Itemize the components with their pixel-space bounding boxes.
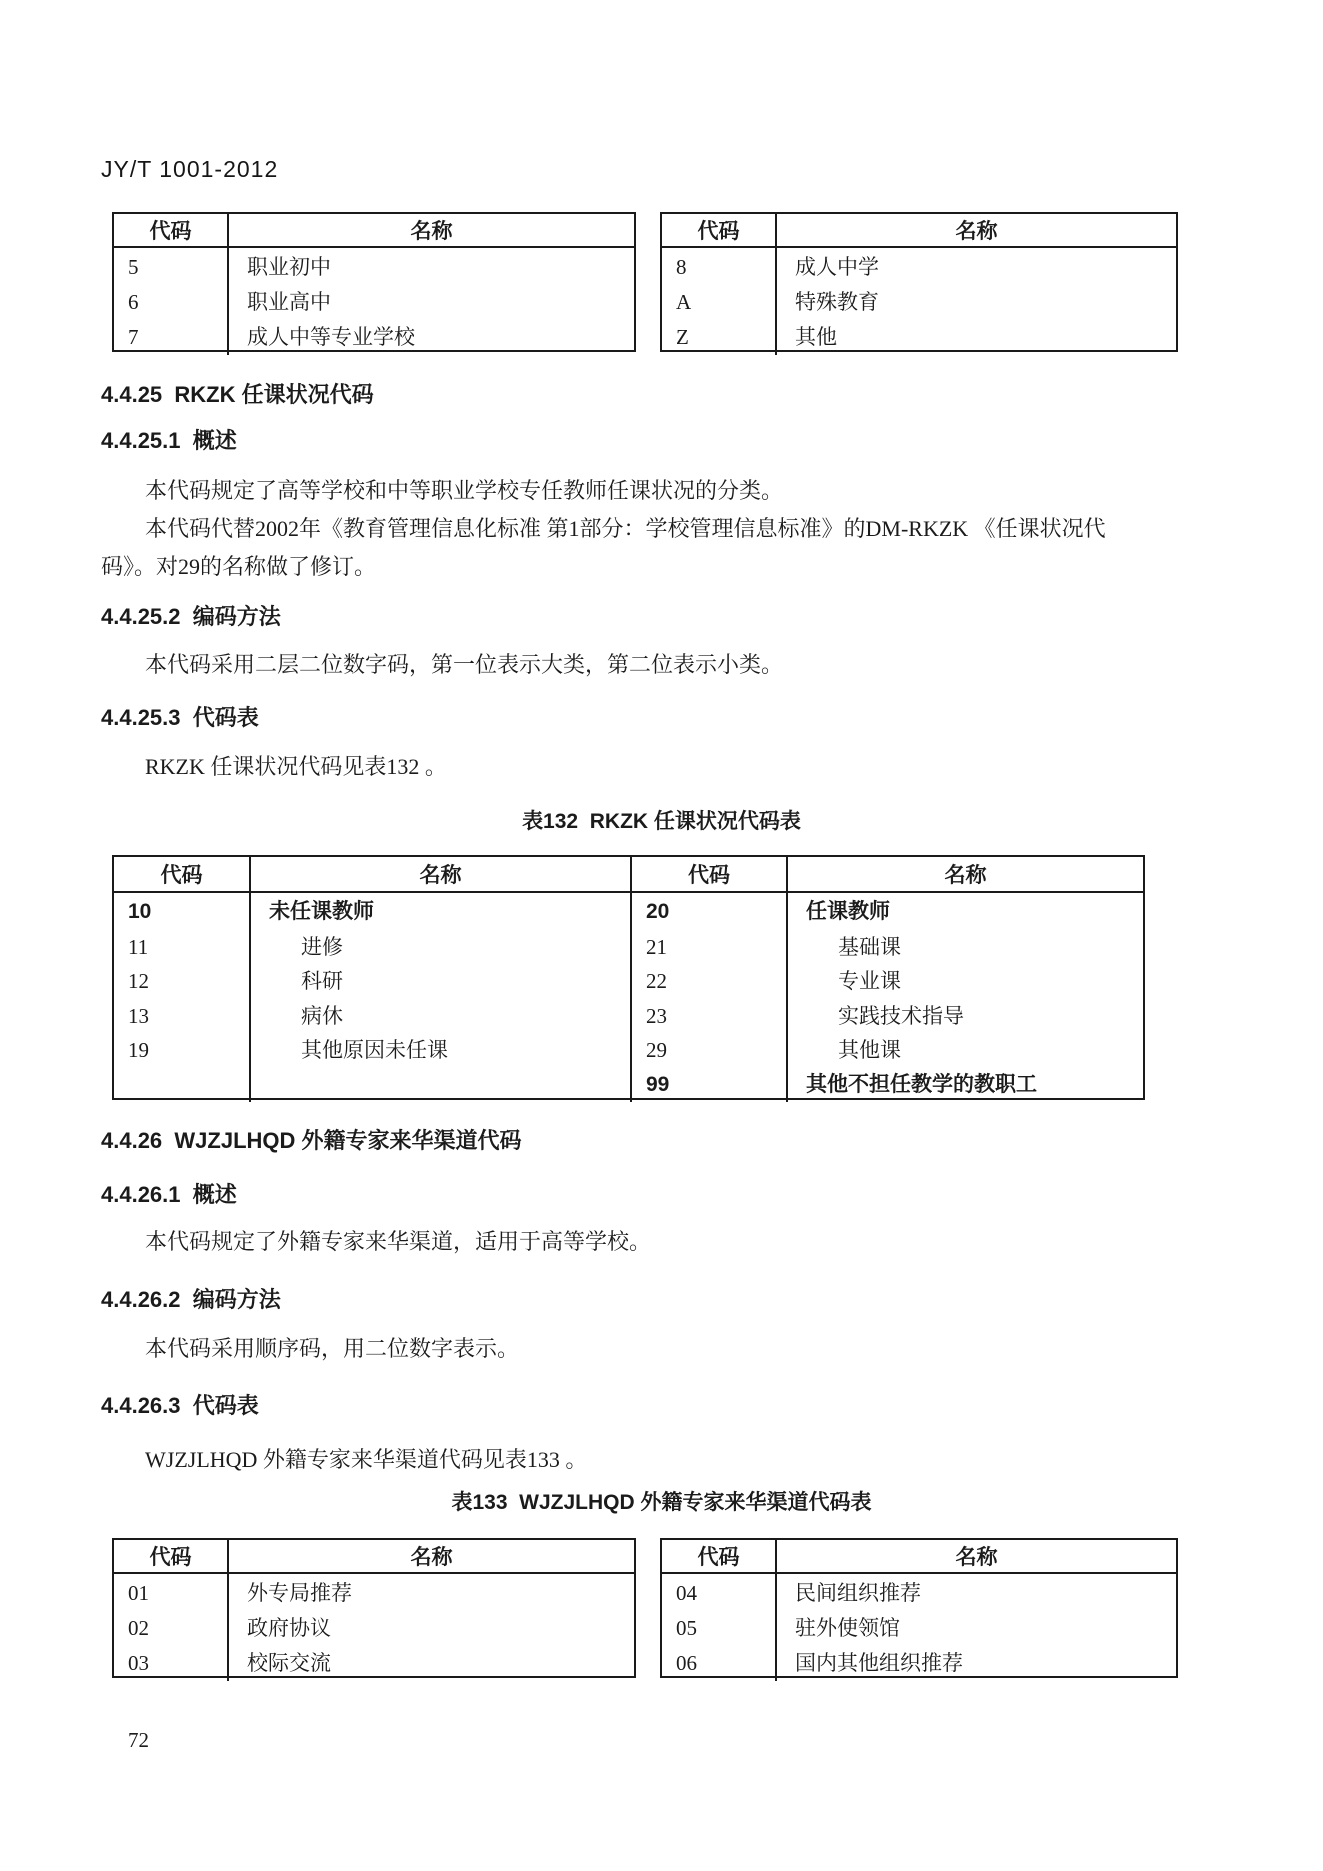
cell-name: 其他课 — [838, 1038, 901, 1062]
cell-name: 其他不担任教学的教职工 — [806, 1072, 1037, 1096]
section-heading-4-4-26: 4.4.26 WJZJLHQD 外籍专家来华渠道代码 — [101, 1128, 522, 1153]
paragraph-line: 本代码规定了高等学校和中等职业学校专任教师任课状况的分类。 — [145, 478, 784, 503]
code-column — [632, 893, 788, 1102]
column-header-code: 代码 — [662, 1540, 777, 1574]
paragraph-line: 本代码采用顺序码，用二位数字表示。 — [145, 1336, 520, 1361]
cell-name: 职业初中 — [247, 255, 331, 279]
codetable-paragraph-425 — [101, 748, 1231, 786]
paragraph-line: 码》。对29的名称做了修订。 — [101, 554, 377, 579]
name-column — [251, 893, 632, 1102]
section-heading-4-4-25-1: 4.4.25.1 概述 — [101, 428, 237, 453]
cell-code: 10 — [128, 900, 152, 923]
wjzjlhqd-table-right — [660, 1538, 1178, 1678]
code-column — [662, 1574, 777, 1681]
school-type-table-left — [112, 212, 636, 352]
cell-name: 其他 — [795, 325, 837, 349]
column-header-code: 代码 — [662, 214, 777, 248]
cell-name: 科研 — [301, 969, 343, 993]
cell-code: 01 — [128, 1581, 149, 1605]
section-heading-4-4-26-1: 4.4.26.1 概述 — [101, 1182, 237, 1207]
cell-code: 6 — [128, 290, 139, 314]
cell-name: 外专局推荐 — [247, 1581, 352, 1605]
coding-paragraph-426 — [101, 1330, 1231, 1368]
cell-code: 7 — [128, 325, 139, 349]
cell-code: 11 — [128, 934, 149, 959]
cell-code: A — [676, 290, 692, 314]
code-column — [114, 1574, 229, 1681]
cell-code: 21 — [646, 934, 667, 959]
name-column — [777, 1574, 1176, 1681]
cell-name: 成人中等专业学校 — [247, 325, 415, 349]
wjzjlhqd-table-left — [112, 1538, 636, 1678]
overview-paragraph-426 — [101, 1223, 1231, 1261]
column-header-name: 名称 — [777, 1540, 1176, 1574]
cell-code: 22 — [646, 969, 667, 993]
cell-code: 02 — [128, 1616, 149, 1640]
column-header-code: 代码 — [114, 214, 229, 248]
cell-code: Z — [676, 325, 689, 349]
cell-code: 23 — [646, 1003, 667, 1028]
cell-name: 基础课 — [838, 934, 901, 959]
code-column — [662, 248, 777, 355]
column-header-code: 代码 — [632, 857, 788, 893]
cell-code: 03 — [128, 1651, 149, 1675]
paragraph-line: 本代码代替2002年《教育管理信息化标准 第1部分：学校管理信息标准》的DM-RKZK 《任课状况代 — [145, 516, 1106, 541]
rkzk-code-table — [112, 855, 1145, 1100]
cell-code: 8 — [676, 255, 687, 279]
column-header-name: 名称 — [788, 857, 1143, 893]
column-header-code: 代码 — [114, 857, 251, 893]
section-heading-4-4-26-3: 4.4.26.3 代码表 — [101, 1393, 259, 1418]
paragraph-line: 本代码采用二层二位数字码，第一位表示大类，第二位表示小类。 — [145, 652, 784, 677]
cell-name: 驻外使领馆 — [795, 1616, 900, 1640]
cell-name: 任课教师 — [806, 900, 890, 923]
column-header-name: 名称 — [229, 214, 634, 248]
cell-code: 04 — [676, 1581, 697, 1605]
cell-code: 12 — [128, 969, 149, 993]
cell-name: 进修 — [301, 934, 343, 959]
cell-code: 13 — [128, 1003, 149, 1028]
name-column — [777, 248, 1176, 355]
cell-code — [114, 1068, 249, 1103]
coding-paragraph-425 — [101, 646, 1231, 684]
code-column — [114, 893, 251, 1102]
cell-code: 99 — [646, 1072, 670, 1096]
section-heading-4-4-25-3: 4.4.25.3 代码表 — [101, 705, 259, 730]
cell-code: 20 — [646, 900, 670, 923]
cell-name: 病休 — [301, 1003, 343, 1028]
cell-code: 19 — [128, 1038, 149, 1062]
section-heading-4-4-25: 4.4.25 RKZK 任课状况代码 — [101, 382, 374, 407]
cell-name: 特殊教育 — [795, 290, 879, 314]
cell-code: 29 — [646, 1038, 667, 1062]
section-heading-4-4-25-2: 4.4.25.2 编码方法 — [101, 604, 281, 629]
column-header-name: 名称 — [777, 214, 1176, 248]
table132-caption: 表132 RKZK 任课状况代码表 — [522, 810, 801, 833]
cell-name: 专业课 — [838, 969, 901, 993]
school-type-table-right — [660, 212, 1178, 352]
cell-name: 成人中学 — [795, 255, 879, 279]
standard-code: JY/T 1001-2012 — [101, 156, 279, 182]
column-header-name: 名称 — [229, 1540, 634, 1574]
cell-name: 国内其他组织推荐 — [795, 1651, 963, 1675]
paragraph-line: WJZJLHQD 外籍专家来华渠道代码见表133 。 — [145, 1447, 588, 1472]
name-column — [229, 1574, 634, 1681]
section-heading-4-4-26-2: 4.4.26.2 编码方法 — [101, 1287, 281, 1312]
name-column — [788, 893, 1143, 1102]
cell-name: 校际交流 — [247, 1651, 331, 1675]
cell-name: 实践技术指导 — [838, 1003, 964, 1028]
name-column — [229, 248, 634, 355]
column-header-name: 名称 — [251, 857, 632, 893]
cell-name — [251, 1068, 630, 1103]
page-number: 72 — [128, 1728, 149, 1752]
cell-name: 其他原因未任课 — [301, 1038, 448, 1062]
cell-name: 政府协议 — [247, 1616, 331, 1640]
table133-caption: 表133 WJZJLHQD 外籍专家来华渠道代码表 — [451, 1491, 872, 1514]
cell-code: 05 — [676, 1616, 697, 1640]
cell-name: 未任课教师 — [269, 900, 374, 923]
cell-code: 5 — [128, 255, 139, 279]
overview-paragraph-425 — [101, 472, 1231, 586]
cell-code: 06 — [676, 1651, 697, 1675]
cell-name: 职业高中 — [247, 290, 331, 314]
code-column — [114, 248, 229, 355]
column-header-code: 代码 — [114, 1540, 229, 1574]
paragraph-line: 本代码规定了外籍专家来华渠道，适用于高等学校。 — [145, 1229, 652, 1254]
paragraph-line: RKZK 任课状况代码见表132 。 — [145, 754, 447, 779]
cell-name: 民间组织推荐 — [795, 1581, 921, 1605]
codetable-paragraph-426 — [101, 1441, 1231, 1479]
